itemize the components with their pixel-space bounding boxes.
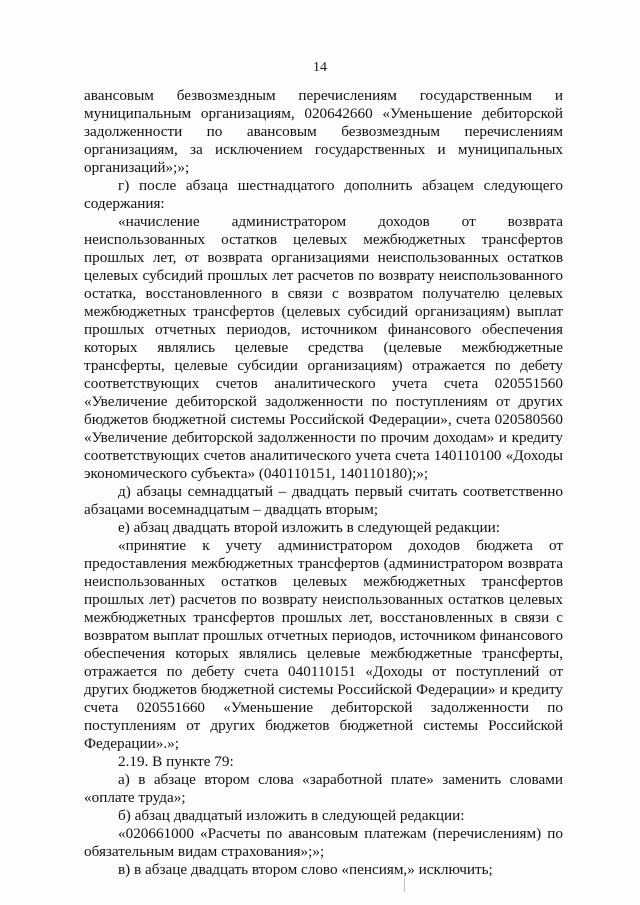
paragraph: «020661000 «Расчеты по авансовым платежам (перечислениям) по обязательным видам страхования»;»; <box>84 825 563 860</box>
paragraph: авансовым безвозмездным перечислениям государственным и муниципальным организациям, 020642660 «Уменьшение дебиторской задолженности по авансовым безвозмездным перечислениям организациям, за исключением государственных и муниципальных организаций»;»; <box>84 87 563 176</box>
scan-artifact <box>404 878 405 892</box>
paragraph: д) абзацы семнадцатый – двадцать первый считать соответственно абзацами восемнадцатым – двадцать вторым; <box>84 483 563 518</box>
paragraph: в) в абзаце двадцать втором слово «пенсиям,» исключить; <box>118 861 493 878</box>
page-number: 14 <box>313 60 327 75</box>
paragraph: 2.19. В пункте 79: <box>118 753 234 770</box>
paragraph: «начисление администратором доходов от возврата неиспользованных остатков целевых межбюджетных трансфертов прошлых лет, от возврата организациями неиспользованных остатков целевых субсидий прошлых лет расчетов по возврату неиспользованного остатка, восстановленного в связи с возвратом получателю целевых межбюджетных трансфертов (целевых субсидий организациям) выплат прошлых отчетных периодов, источником финансового обеспечения которых являлись целевые средства (целевые межбюджетные трансферты, целевые субсидии организациям) отражается по дебету соответствующих счетов аналитического учета счета 020551560 «Увеличение дебиторской задолженности по поступлениям от других бюджетов бюджетной системы Российской Федерации», счета 020580560 «Увеличение дебиторской задолженности по прочим доходам» и кредиту соответствующих счетов аналитического учета счета 140110100 «Доходы экономического субъекта» (040110151, 140110180);»; <box>84 213 563 482</box>
paragraph: г) после абзаца шестнадцатого дополнить абзацем следующего содержания: <box>84 177 563 212</box>
paragraph: б) абзац двадцатый изложить в следующей редакции: <box>118 807 465 824</box>
paragraph: е) абзац двадцать второй изложить в следующей редакции: <box>118 519 501 536</box>
paragraph: а) в абзаце втором слова «заработной плате» заменить словами «оплате труда»; <box>84 771 563 806</box>
document-body <box>84 87 563 879</box>
paragraph: «принятие к учету администратором доходов бюджета от предоставления межбюджетных трансфертов (администратором возврата неиспользованных остатков целевых межбюджетных трансфертов прошлых лет) расчетов по возврату неиспользованных остатков целевых межбюджетных трансфертов прошлых лет, восстановленных в связи с возвратом выплат прошлых отчетных периодов, источником финансового обеспечения которых являлись целевые межбюджетные трансферты, отражается по дебету счета 040110151 «Доходы от поступлений от других бюджетов бюджетной системы Российской Федерации» и кредиту счета 020551660 «Уменьшение дебиторской задолженности по поступлениям от других бюджетов бюджетной системы Российской Федерации».»; <box>84 537 563 752</box>
